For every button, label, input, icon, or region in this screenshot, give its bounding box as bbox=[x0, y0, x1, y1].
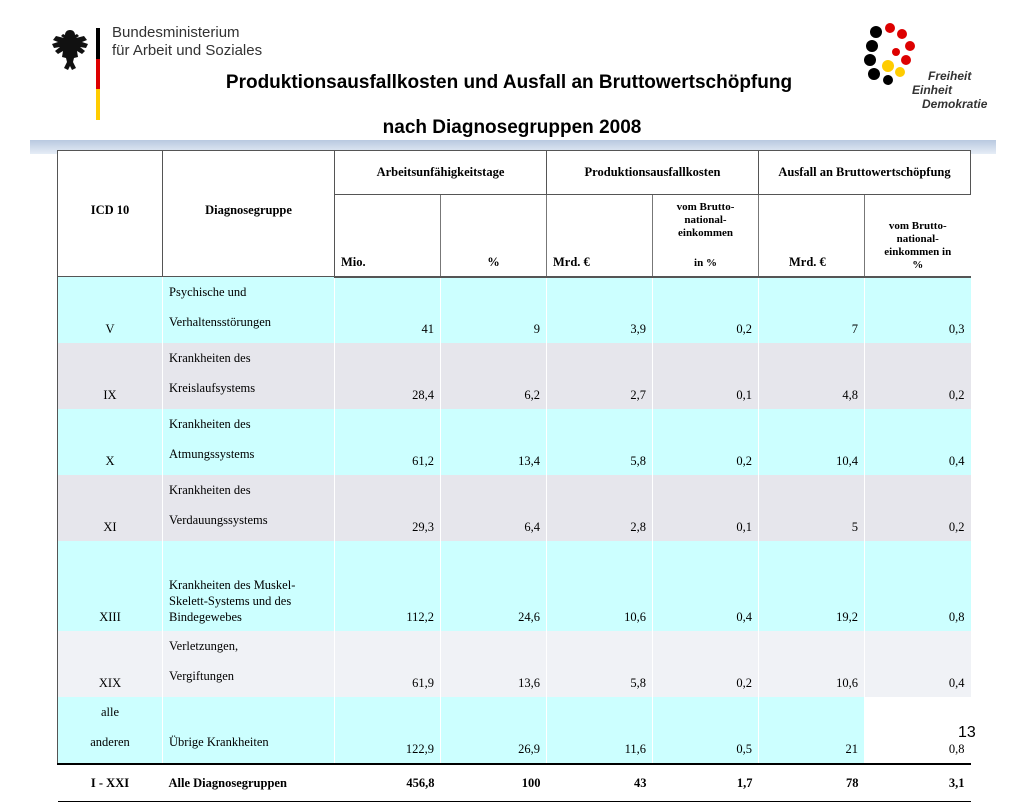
cell-mrd1: 5,8 bbox=[547, 631, 653, 697]
header-vbn-bws: vom Brutto-national-einkommen in % bbox=[865, 195, 971, 277]
cell-diag bbox=[163, 277, 335, 344]
cell-icd bbox=[58, 697, 163, 764]
total-mrd1: 43 bbox=[547, 764, 653, 802]
ministry-line-1: Bundesministerium bbox=[112, 24, 240, 41]
cell-vbn2: 0,2 bbox=[865, 475, 971, 541]
diag-line-2: Kreislaufsystems bbox=[169, 381, 256, 395]
data-table bbox=[57, 150, 971, 802]
ministry-line-2: für Arbeit und Soziales bbox=[112, 42, 263, 59]
diag-line-1: Verletzungen, bbox=[169, 639, 239, 653]
cell-vbn1: 0,2 bbox=[653, 409, 759, 475]
table-row bbox=[58, 541, 971, 631]
diag-line-1: Psychische und bbox=[169, 285, 247, 299]
cell-vbn1: 0,5 bbox=[653, 697, 759, 764]
cell-mrd2: 19,2 bbox=[759, 541, 865, 631]
table-row bbox=[58, 631, 971, 697]
cell-vbn2: 0,4 bbox=[865, 409, 971, 475]
page-title: Produktionsausfallkosten und Ausfall an Bruttowertschöpfung bbox=[225, 72, 793, 93]
header-vbn-pak-bottom: in % bbox=[694, 256, 717, 269]
diag-line-2: Verdauungssystems bbox=[169, 513, 268, 527]
diag-line-2: Atmungssystems bbox=[169, 447, 255, 461]
cell-mrd1: 5,8 bbox=[547, 409, 653, 475]
cell-mrd1: 3,9 bbox=[547, 277, 653, 344]
cell-mrd2: 10,6 bbox=[759, 631, 865, 697]
cell-diag: Krankheiten des Muskel-Skelett-Systems und des Bindegewebes bbox=[163, 541, 335, 631]
cell-pct: 24,6 bbox=[441, 541, 547, 631]
cell-vbn2: 0,8 bbox=[865, 697, 971, 764]
table-row bbox=[58, 343, 971, 409]
slogan-einheit: Einheit bbox=[912, 83, 953, 97]
cell-diag bbox=[163, 409, 335, 475]
cell-pct: 13,6 bbox=[441, 631, 547, 697]
cell-vbn1: 0,1 bbox=[653, 343, 759, 409]
diag-line-2: Vergiftungen bbox=[169, 669, 235, 683]
cell-icd: XIX bbox=[58, 631, 163, 697]
cell-mio: 122,9 bbox=[335, 697, 441, 764]
cell-mrd2: 4,8 bbox=[759, 343, 865, 409]
diag-line-2: Verhaltensstörungen bbox=[169, 315, 272, 329]
cell-diag bbox=[163, 631, 335, 697]
diag-line-1: Krankheiten des bbox=[169, 417, 251, 431]
diag-line-1: Krankheiten des bbox=[169, 483, 251, 497]
diag-line-1: Krankheiten des bbox=[169, 351, 251, 365]
cell-mio: 28,4 bbox=[335, 343, 441, 409]
cell-mio: 61,2 bbox=[335, 409, 441, 475]
icd-line-2: anderen bbox=[90, 735, 130, 749]
cell-pct: 6,2 bbox=[441, 343, 547, 409]
header-diagnosegruppe: Diagnosegruppe bbox=[163, 151, 335, 277]
federal-eagle-icon bbox=[50, 26, 90, 74]
table-row bbox=[58, 697, 971, 764]
cell-diag: Übrige Krankheiten bbox=[163, 697, 335, 764]
cell-icd: X bbox=[58, 409, 163, 475]
cell-vbn2: 0,8 bbox=[865, 541, 971, 631]
cell-pct: 6,4 bbox=[441, 475, 547, 541]
cell-vbn1: 0,4 bbox=[653, 541, 759, 631]
cell-vbn2: 0,4 bbox=[865, 631, 971, 697]
cell-vbn1: 0,1 bbox=[653, 475, 759, 541]
cell-mrd1: 2,8 bbox=[547, 475, 653, 541]
cell-diag bbox=[163, 343, 335, 409]
cell-mio: 112,2 bbox=[335, 541, 441, 631]
header-group-au: Arbeitsunfähigkeitstage bbox=[335, 151, 547, 195]
page-subtitle: nach Diagnosegruppen 2008 bbox=[382, 117, 642, 138]
cell-icd: V bbox=[58, 277, 163, 344]
cell-pct: 26,9 bbox=[441, 697, 547, 764]
table-row bbox=[58, 277, 971, 344]
cell-mio: 29,3 bbox=[335, 475, 441, 541]
table-row bbox=[58, 409, 971, 475]
total-vbn1: 1,7 bbox=[653, 764, 759, 802]
header-group-pak: Produktionsausfallkosten bbox=[547, 151, 759, 195]
unity-logo bbox=[862, 22, 1002, 118]
cell-mrd2: 10,4 bbox=[759, 409, 865, 475]
slogan-demokratie: Demokratie bbox=[922, 97, 988, 111]
cell-vbn1: 0,2 bbox=[653, 277, 759, 344]
header-group-bws: Ausfall an Bruttowertschöpfung bbox=[759, 151, 971, 195]
cell-icd: IX bbox=[58, 343, 163, 409]
cell-mrd1: 11,6 bbox=[547, 697, 653, 764]
cell-pct: 9 bbox=[441, 277, 547, 344]
cell-mrd1: 2,7 bbox=[547, 343, 653, 409]
header-mio: Mio. bbox=[335, 195, 441, 277]
cell-mrd2: 7 bbox=[759, 277, 865, 344]
header-vbn-pak-top: vom Brutto-national-einkommen bbox=[676, 201, 735, 239]
cell-mrd2: 21 bbox=[759, 697, 865, 764]
header-percent: % bbox=[441, 195, 547, 277]
page-number: 13 bbox=[958, 724, 976, 741]
total-vbn2: 3,1 bbox=[865, 764, 971, 802]
cell-pct: 13,4 bbox=[441, 409, 547, 475]
cell-mrd2: 5 bbox=[759, 475, 865, 541]
total-pct: 100 bbox=[441, 764, 547, 802]
cell-icd: XI bbox=[58, 475, 163, 541]
cell-vbn1: 0,2 bbox=[653, 631, 759, 697]
cell-diag bbox=[163, 475, 335, 541]
total-mio: 456,8 bbox=[335, 764, 441, 802]
total-row bbox=[58, 764, 971, 802]
slogan-freiheit: Freiheit bbox=[928, 69, 972, 83]
table-row bbox=[58, 475, 971, 541]
cell-vbn2: 0,2 bbox=[865, 343, 971, 409]
total-mrd2: 78 bbox=[759, 764, 865, 802]
cell-icd: XIII bbox=[58, 541, 163, 631]
ministry-name bbox=[112, 24, 262, 60]
cell-mio: 41 bbox=[335, 277, 441, 344]
icd-line-1: alle bbox=[100, 705, 120, 719]
header-mrd-pak: Mrd. € bbox=[547, 195, 653, 277]
cell-mrd1: 10,6 bbox=[547, 541, 653, 631]
header-icd: ICD 10 bbox=[58, 151, 163, 277]
header-mrd-bws: Mrd. € bbox=[759, 195, 865, 277]
cell-vbn2: 0,3 bbox=[865, 277, 971, 344]
cell-mio: 61,9 bbox=[335, 631, 441, 697]
total-diag: Alle Diagnosegruppen bbox=[163, 764, 335, 802]
total-icd: I - XXI bbox=[58, 764, 163, 802]
header-vbn-pak bbox=[653, 195, 759, 277]
